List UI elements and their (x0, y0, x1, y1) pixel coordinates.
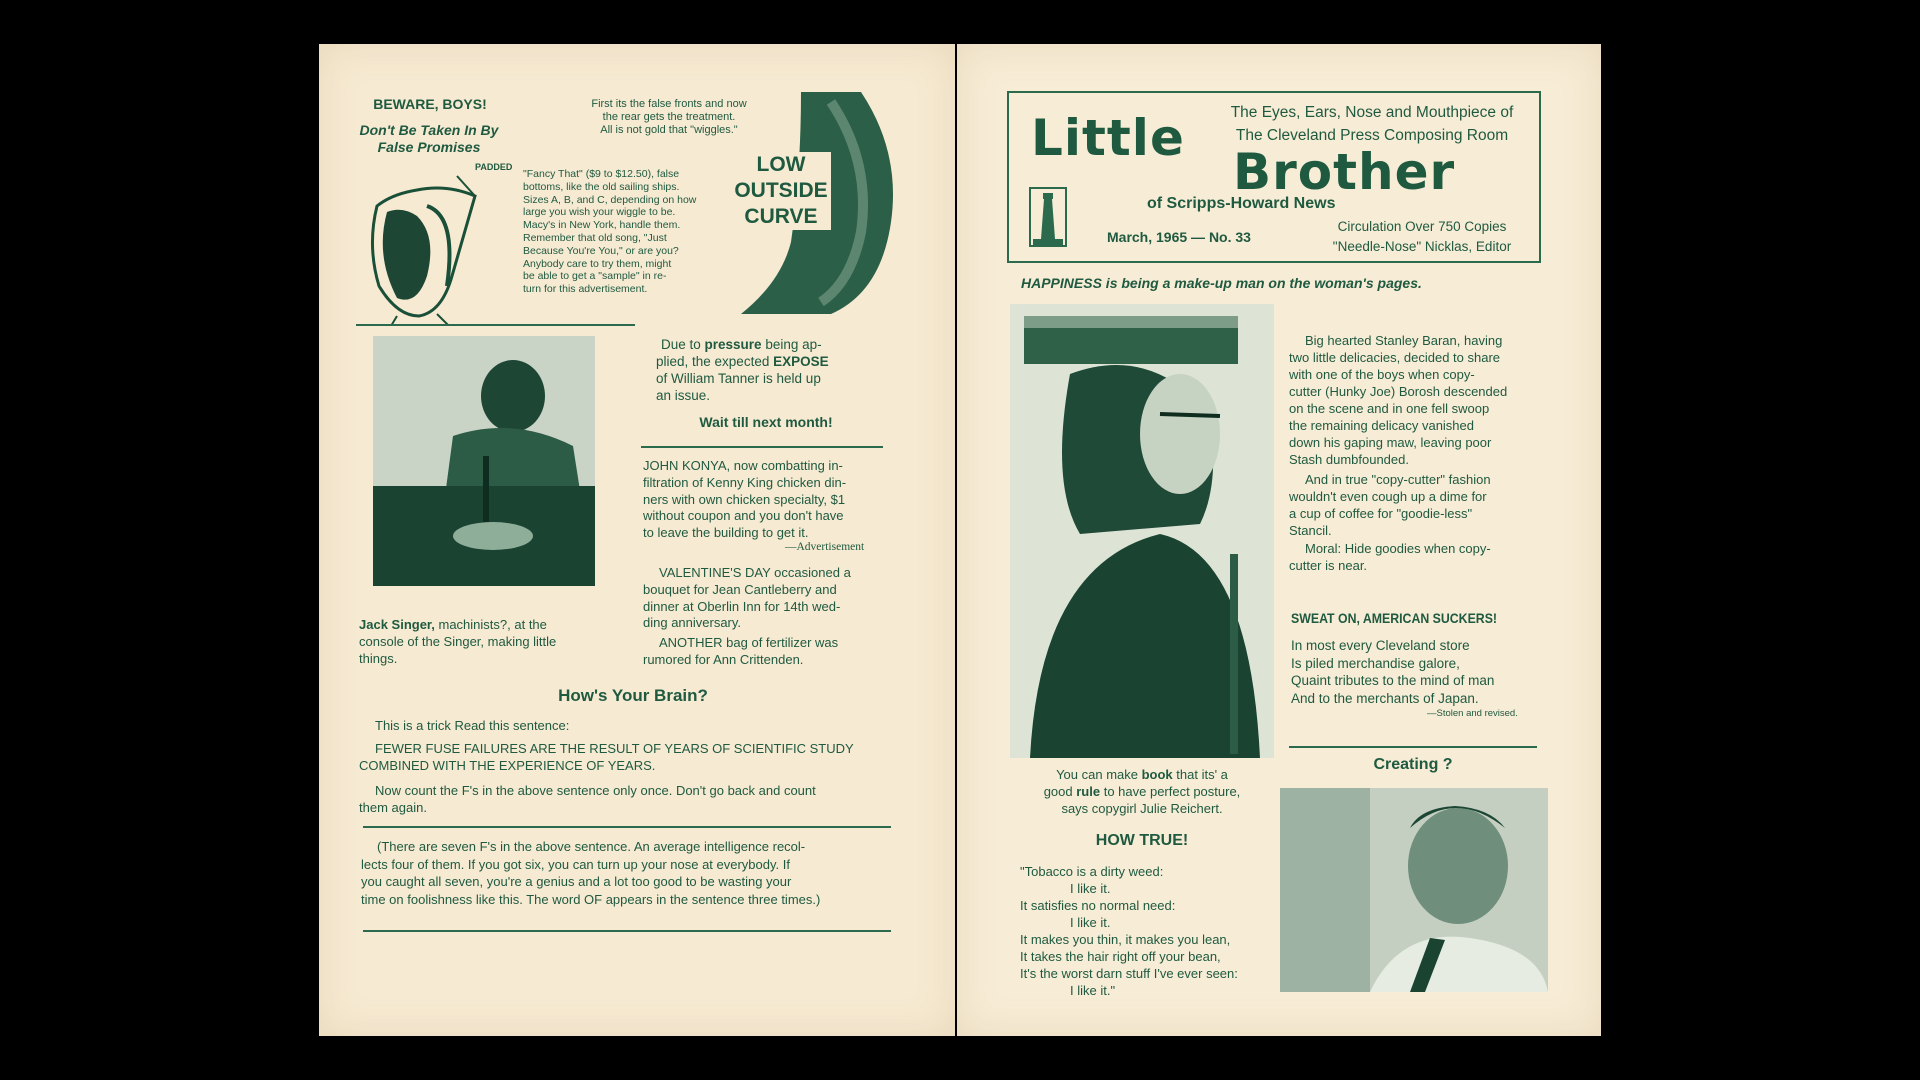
poem-line: I like it. (1070, 881, 1111, 896)
ad-line: Sizes A, B, and C, depending on how (523, 193, 697, 206)
ad-line: turn for this advertisement. (523, 283, 648, 296)
beware-subtitle (349, 122, 509, 156)
masthead-little: Little (1031, 109, 1185, 167)
ad-line: Because You're You," or are you? (523, 244, 679, 257)
lighthouse-logo (1029, 187, 1067, 247)
ad-line: Remember that old song, "Just (523, 231, 667, 244)
brain-count (359, 782, 895, 816)
baran-line: two little delicacies, decided to share (1289, 350, 1501, 365)
sweat-poem (1291, 637, 1537, 707)
ad-line: Anybody care to try them, might (523, 257, 672, 270)
brain-title: How's Your Brain? (558, 686, 708, 705)
ad-line: bottoms, like the old sailing ships. (523, 180, 680, 193)
sweat-poem-line: And to the merchants of Japan. (1291, 690, 1479, 706)
circulation-line: Circulation Over 750 Copies (1337, 219, 1507, 234)
book-caption-text: says copygirl Julie Reichert. (1061, 801, 1223, 816)
tobacco-poem (1020, 863, 1282, 999)
moral-item (1289, 540, 1535, 574)
masthead-circulation (1309, 217, 1535, 257)
expose-keyword: EXPOSE (773, 354, 829, 369)
konya-line: without coupon and you don't have (643, 508, 844, 524)
false-fronts-line: the rear gets the treatment. (602, 111, 736, 123)
wait-headline: Wait till next month! (699, 414, 833, 430)
baran-line: cutter (Hunky Joe) Borosh descended (1289, 384, 1508, 399)
curve-label-line: OUTSIDE (734, 179, 828, 202)
book-caption-text: You can make (1056, 767, 1142, 782)
book-caption-text: that its' a (1172, 767, 1228, 782)
brain-answer-line: lects four of them. If you got six, you can turn up your nose at everybody. If (361, 856, 790, 872)
jack-singer-photo (373, 336, 595, 586)
baran-line: with one of the boys when copy- (1289, 367, 1475, 382)
valentine-item (643, 565, 891, 632)
creating-photo (1280, 788, 1548, 992)
divider (641, 446, 883, 448)
masthead-box (1007, 91, 1541, 263)
fertilizer-line: rumored for Ann Crittenden. (643, 651, 804, 667)
poem-line: I like it. (1070, 915, 1111, 930)
konya-line: ners with own chicken specialty, $1 (643, 491, 846, 507)
cutter-line: a cup of coffee for "goodie-less" (1289, 506, 1473, 521)
happiness-line: HAPPINESS is being a make-up man on the woman's pages. (1021, 275, 1422, 291)
poem-line: It makes you thin, it makes you lean, (1020, 932, 1231, 947)
editor-line: "Needle-Nose" Nicklas, Editor (1332, 239, 1512, 254)
brain-answer-line: (There are seven F's in the above sentence. An average intelligence recol- (377, 839, 806, 854)
how-true-title: HOW TRUE! (1095, 832, 1189, 849)
fancy-that-ad (523, 168, 719, 296)
masthead-tagline (1209, 101, 1535, 147)
tagline-line: The Cleveland Press Composing Room (1235, 127, 1509, 144)
pressure-text: Due to (661, 337, 705, 352)
brain-answer-line: you caught all seven, you're a genius and a lot too good to be wasting your (361, 874, 792, 889)
ad-line: large you wish your wiggle to be. (523, 206, 676, 219)
divider (363, 826, 891, 828)
left-page (319, 44, 955, 1036)
beware-title: BEWARE, BOYS! (373, 96, 487, 112)
baran-line: on the scene and in one fell swoop (1289, 401, 1490, 416)
singer-caption-line: machinists?, at the (434, 617, 547, 632)
fertilizer-line: ANOTHER bag of fertilizer was (659, 635, 839, 650)
valentine-line: dinner at Oberlin Inn for 14th wed- (643, 598, 841, 614)
baran-line: Big hearted Stanley Baran, having (1305, 333, 1503, 348)
brain-answer-line: time on foolishness like this. The word OF appears in the sentence three times.) (361, 891, 821, 907)
baran-line: the remaining delicacy vanished (1289, 418, 1474, 433)
valentine-line: VALENTINE'S DAY occasioned a (659, 565, 851, 580)
stolen-note: —Stolen and revised. (1427, 708, 1518, 719)
poem-line: I like it." (1070, 983, 1116, 998)
ad-line: Macy's in New York, handle them. (523, 219, 681, 232)
divider (1289, 746, 1537, 748)
creating-title: Creating ? (1373, 756, 1453, 773)
brain-intro: This is a trick Read this sentence: (375, 718, 570, 733)
brain-count-line: them again. (359, 800, 427, 815)
false-fronts-text (589, 98, 749, 137)
sweat-poem-line: Quaint tributes to the mind of man (1291, 673, 1495, 688)
tagline-line: The Eyes, Ears, Nose and Mouthpiece of (1230, 104, 1514, 121)
masthead-brother: Brother (1233, 143, 1456, 201)
brain-sentence-line: FEWER FUSE FAILURES ARE THE RESULT OF YEARS OF SCIENTIFIC STUDY (375, 741, 854, 756)
poem-line: It's the worst darn stuff I've ever seen: (1020, 966, 1238, 981)
divider (363, 930, 891, 932)
masthead-date: March, 1965 — No. 33 (1107, 229, 1251, 245)
book-caption-text: good (1043, 784, 1077, 799)
singer-caption-line: console of the Singer, making little (359, 634, 557, 649)
baran-line: down his gaping maw, leaving poor (1289, 435, 1492, 450)
konya-line: JOHN KONYA, now combatting in- (643, 458, 843, 473)
curve-label-line: LOW (756, 153, 806, 176)
rule-keyword: rule (1076, 784, 1101, 799)
moral-line: Moral: Hide goodies when copy- (1305, 541, 1491, 556)
padded-label: PADDED (475, 162, 513, 172)
copy-cutter-item (1289, 471, 1535, 539)
jack-singer-caption (359, 616, 605, 667)
poem-line: "Tobacco is a dirty weed: (1020, 864, 1164, 879)
cutter-line: And in true "copy-cutter" fashion (1305, 472, 1491, 487)
padded-garment-illustration (357, 166, 485, 326)
sweat-poem-line: In most every Cleveland store (1291, 638, 1470, 653)
valentine-line: ding anniversary. (643, 615, 742, 631)
julie-caption (1010, 766, 1274, 817)
baran-line: Stash dumbfounded. (1289, 452, 1409, 467)
pressure-item (641, 336, 871, 404)
divider (356, 324, 635, 326)
right-page (957, 44, 1601, 1036)
pressure-text: plied, the expected (656, 354, 774, 369)
singer-caption-line: things. (359, 651, 398, 666)
beware-subtitle-line2: False Promises (377, 139, 481, 155)
false-fronts-line: First its the false fronts and now (591, 98, 747, 110)
cutter-line: Stancil. (1289, 523, 1332, 538)
pressure-text: being ap- (761, 337, 822, 352)
pressure-text: of William Tanner is held up (656, 371, 821, 386)
false-fronts-line: All is not gold that "wiggles." (600, 124, 738, 136)
advertisement-note: —Advertisement (785, 541, 865, 553)
konya-line: filtration of Kenny King chicken din- (643, 474, 847, 490)
sweat-poem-line: Is piled merchandise galore, (1291, 655, 1460, 671)
low-outside-curve-label (731, 152, 831, 230)
book-keyword: book (1141, 767, 1173, 782)
poem-line: It satisfies no normal need: (1020, 898, 1176, 913)
brain-sentence-line: COMBINED WITH THE EXPERIENCE OF YEARS. (359, 758, 656, 773)
singer-name: Jack Singer, (359, 617, 435, 632)
book-caption-text: to have perfect posture, (1100, 784, 1241, 799)
brain-answer (361, 838, 901, 908)
konya-line: to leave the building to get it. (643, 525, 809, 541)
cutter-line: wouldn't even cough up a dime for (1289, 489, 1487, 504)
konya-item (643, 458, 891, 542)
curve-label-line: CURVE (744, 205, 818, 228)
pressure-text: an issue. (656, 388, 711, 403)
baran-item (1289, 332, 1535, 468)
moral-line: cutter is near. (1289, 558, 1368, 573)
brain-count-line: Now count the F's in the above sentence only once. Don't go back and count (375, 783, 816, 798)
pressure-keyword: pressure (704, 337, 762, 352)
beware-subtitle-line1: Don't Be Taken In By (359, 122, 499, 138)
sweat-title: SWEAT ON, AMERICAN SUCKERS! (1291, 610, 1498, 626)
brain-sentence (359, 740, 895, 774)
poem-line: It takes the hair right off your bean, (1020, 949, 1221, 964)
masthead-of-scripps: of Scripps-Howard News (1147, 195, 1336, 212)
valentine-line: bouquet for Jean Cantleberry and (643, 581, 837, 597)
ad-line: "Fancy That" ($9 to $12.50), false (523, 168, 680, 180)
ad-line: be able to get a "sample" in re- (523, 270, 667, 283)
julie-reichert-photo (1010, 304, 1274, 758)
fertilizer-item (643, 635, 891, 669)
